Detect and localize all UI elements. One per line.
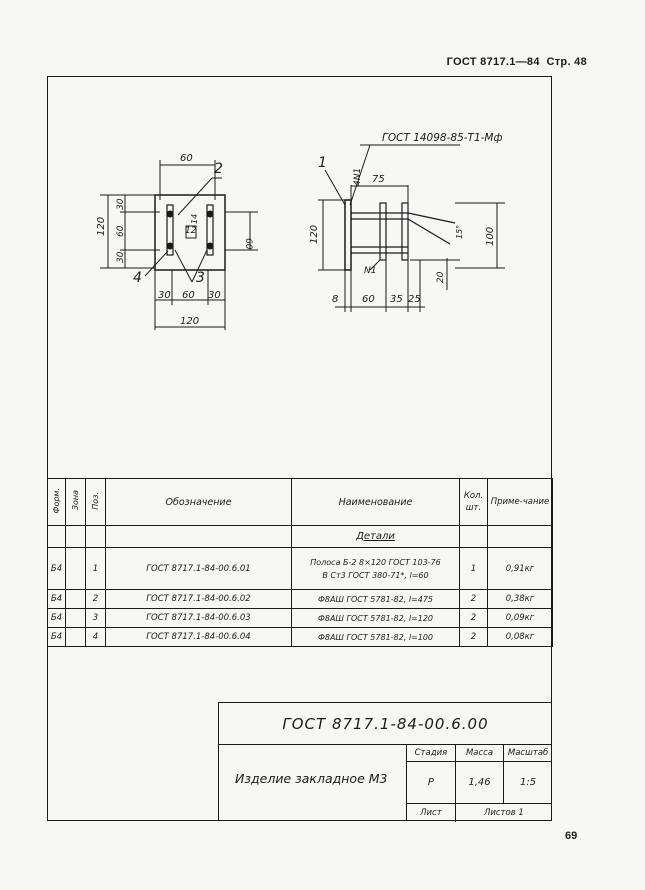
side-dim-20: 20 [436,271,446,283]
plate-dim-left-top: 30 [116,198,126,210]
title-grid [406,744,552,821]
row1-name-line2: В Ст3 ГОСТ 380-71*, l=60 [322,570,429,580]
section-row [48,526,553,548]
side-bar-1 [380,203,386,260]
side-dim-75: 75 [372,174,385,185]
bent-rod [408,213,455,223]
mass-value: 1,46 [455,761,503,803]
side-dim-100: 100 [485,226,496,246]
col-note: Приме-чание [488,479,553,526]
table-row: Б4 4 ГОСТ 8717.1-84-00.6.04 Ф8АШ ГОСТ 5781-82, l=100 2 0,08кг [48,628,553,647]
col-designation: Обозначение [106,479,292,526]
callout-4n1: 4N1 [353,167,363,186]
callout-n1: N1 [364,266,377,276]
weld-dot [207,211,213,217]
side-dim-60: 60 [362,294,375,305]
plate-dim-detail-b: 14 [190,213,199,224]
title-name: Изделие закладное М3 [218,744,406,821]
plate-dim-left-bottom: 30 [116,251,126,263]
row1-name-line1: Полоса Б-2 8×120 ГОСТ 103-76 [310,557,441,567]
table-header-row [48,479,553,526]
side-dim-angle: 15° [455,224,464,239]
callout-2: 2 [214,161,223,177]
plate-dim-detail-a: 12 [185,226,197,236]
side-dim-35: 35 [390,294,403,305]
side-dim-120: 120 [309,224,320,244]
weld-dot [207,243,213,249]
table-row: Б4 3 ГОСТ 8717.1-84-00.6.03 Ф8АШ ГОСТ 5781-82, l=120 2 0,09кг [48,609,553,628]
scale-label: Масштаб [504,745,552,761]
weld-dot [167,211,173,217]
title-block [218,702,552,821]
side-plate [345,200,351,270]
callout-1: 1 [318,155,327,171]
header-page-label: Стр. 48 [546,56,587,68]
title-designation: ГОСТ 8717.1-84-00.6.00 [218,702,552,744]
col-qty: Кол. шт. [460,479,488,526]
table-row: Б4 2 ГОСТ 8717.1-84-00.6.02 Ф8АШ ГОСТ 5781-82, l=475 2 0,38кг [48,590,553,609]
weld-dot [167,243,173,249]
callout-4: 4 [133,270,142,286]
weld-note: ГОСТ 14098-85-Т1-Мф [382,132,503,144]
col-zone: Зона [66,479,86,526]
scale-value: 1:5 [504,761,552,803]
plate-dim-left-mid: 60 [116,225,126,237]
specification-table [47,478,552,647]
header-standard: ГОСТ 8717.1—84 [446,56,540,68]
plate-dim-bottom-right: 30 [208,290,221,301]
side-bar-2 [402,203,408,260]
section-title: Детали [292,526,460,548]
side-dim-8: 8 [332,294,339,305]
col-name: Наименование [292,479,460,526]
plate-dim-bottom-mid: 60 [182,290,195,301]
callout-3: 3 [196,270,205,286]
sheets-label: Листов 1 [455,803,552,822]
side-dim-25: 25 [408,294,421,305]
col-pos: Поз. [86,479,106,526]
mass-label: Масса [455,745,503,761]
plate-dim-height: 120 [96,216,107,236]
table-row: Б4 1 ГОСТ 8717.1-84-00.6.01 Полоса Б-2 8×120 ГОСТ 103-76 В Ст3 ГОСТ 380-71*, l=60 1 0,91кг [48,548,553,590]
sheet-label: Лист [407,803,455,822]
plate-dim-top: 60 [180,153,193,164]
plate-dim-bottom-left: 30 [158,290,171,301]
page-number: 69 [565,830,578,842]
stage-label: Стадия [407,745,455,761]
stage-value: Р [407,761,455,803]
plate-dim-right: 60 [243,238,253,250]
plate-dim-overall: 120 [180,316,200,327]
col-format: Форм. [48,479,66,526]
